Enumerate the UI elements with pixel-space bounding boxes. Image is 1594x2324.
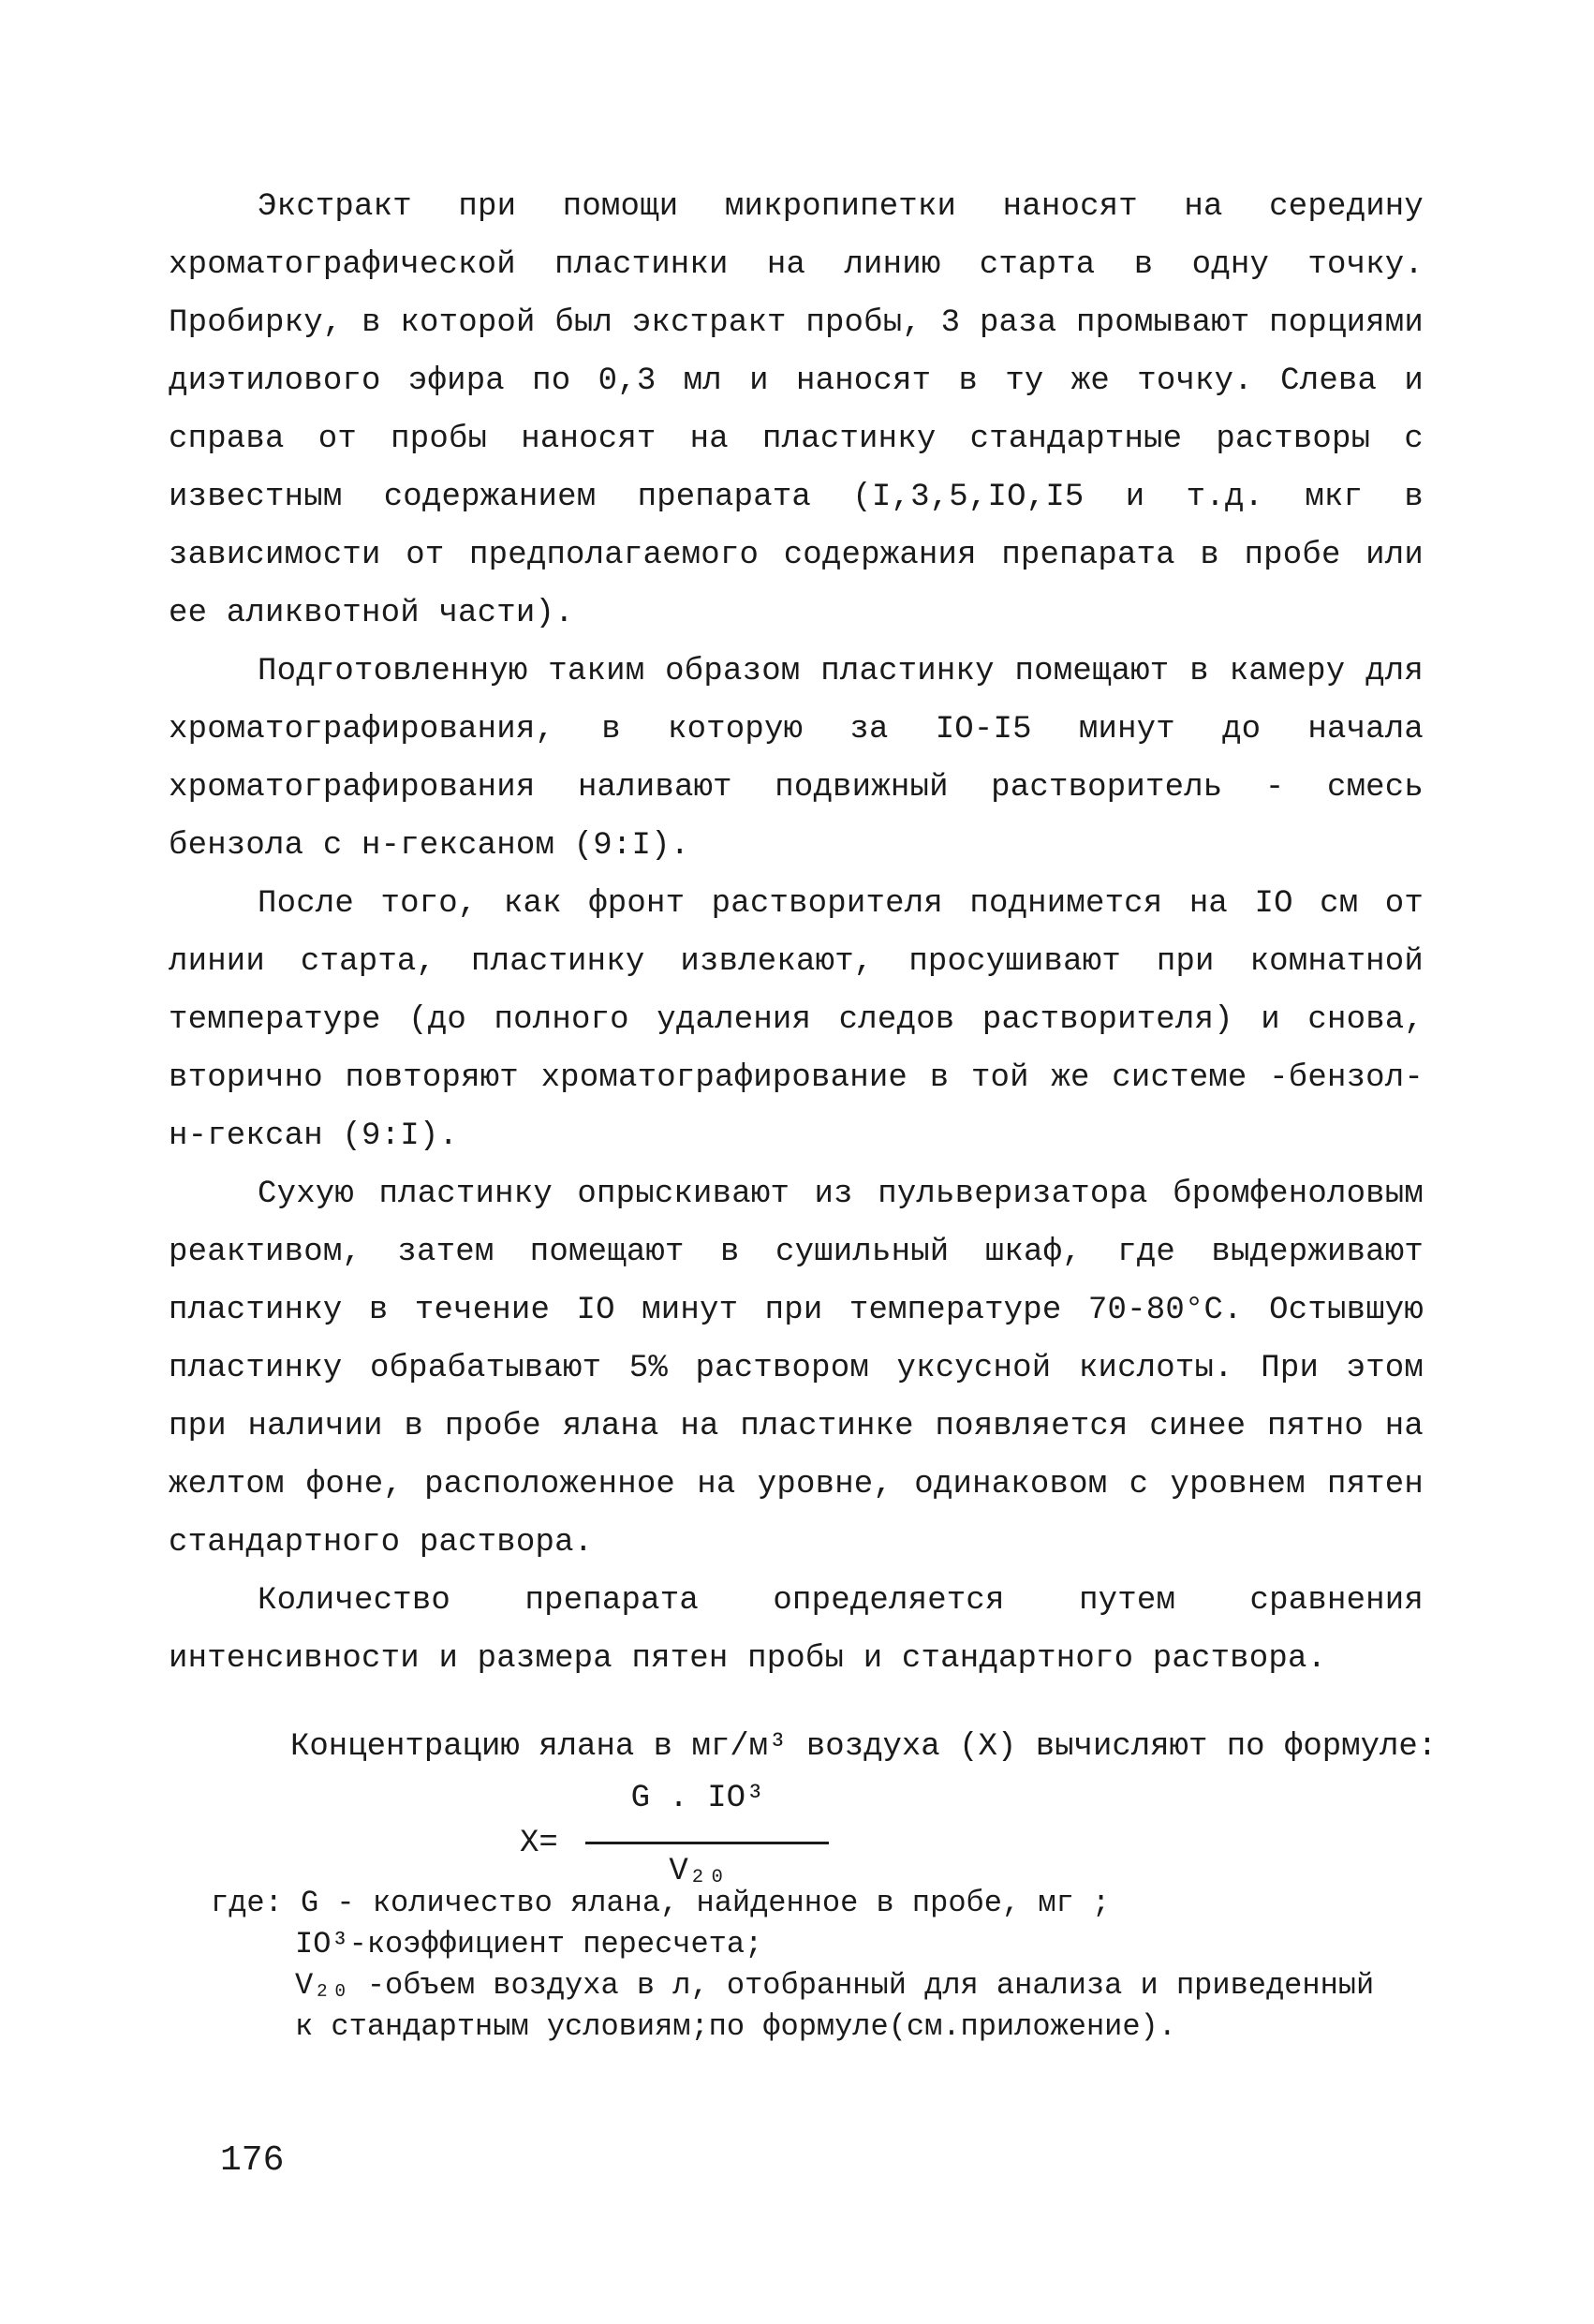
body-text bbox=[169, 178, 1424, 1688]
formula-intro: Концентрацию ялана в мг/м³ воздуха (X) вычисляют по формуле: bbox=[290, 1729, 1438, 1765]
definition-volume: V₂₀ -объем воздуха в л, отобранный для анализа и приведенный bbox=[295, 1968, 1375, 2003]
definition-volume-cont: к стандартным условиям;по формуле(см.приложение). bbox=[295, 2009, 1176, 2044]
definition-g: где: G - количество ялана, найденное в пробе, мг ; bbox=[211, 1886, 1111, 1920]
formula-lhs: X= bbox=[520, 1826, 558, 1861]
page-number: 176 bbox=[220, 2140, 285, 2181]
formula-definitions bbox=[211, 1883, 1428, 2048]
definition-coefficient: IO³-коэффициент пересчета; bbox=[295, 1927, 763, 1961]
formula-numerator: G . IO³ bbox=[630, 1781, 765, 1816]
paragraph-solvent-front: После того, как фронт растворителя поднимется на IO см от линии старта, пластинку извлекают, просушивают при комнатной температуре (до полного удаления следов растворителя) и снова, вторично повторяют хроматографирование в той же системе -бензол-н-гексан (9:I). bbox=[169, 886, 1424, 1154]
fraction-bar bbox=[585, 1842, 829, 1844]
formula-denominator: V₂₀ bbox=[669, 1854, 727, 1889]
paragraph-quantity-comparison: Количество препарата определяется путем сравнения интенсивности и размера пятен пробы и стандартного раствора. bbox=[169, 1583, 1424, 1677]
paragraph-extract-application: Экстракт при помощи микропипетки наносят на середину хроматографической пластинки на линию старта в одну точку. Пробирку, в которой был экстракт пробы, 3 раза промывают порциями диэтилового эфира по 0,3 мл и наносят в ту же точку. Слева и справа от пробы наносят на пластинку стандартные растворы с известным содержанием препарата (I,3,5,IO,I5 и т.д. мкг в зависимости от предполагаемого содержания препарата в пробе или ее аликвотной части). bbox=[169, 189, 1424, 631]
paragraph-chamber-preparation: Подготовленную таким образом пластинку помещают в камеру для хроматографирования, в которую за IO-I5 минут до начала хроматографирования наливают подвижный растворитель - смесь бензола с н-гексаном (9:I). bbox=[169, 654, 1424, 864]
paragraph-spraying: Сухую пластинку опрыскивают из пульверизатора бромфеноловым реактивом, затем помещают в сушильный шкаф, где выдерживают пластинку в течение IO минут при температуре 70-80°С. Остывшую пластинку обрабатывают 5% раствором уксусной кислоты. При этом при наличии в пробе ялана на пластинке появляется синее пятно на желтом фоне, расположенное на уровне, одинаковом с уровнем пятен стандартного раствора. bbox=[169, 1177, 1424, 1561]
